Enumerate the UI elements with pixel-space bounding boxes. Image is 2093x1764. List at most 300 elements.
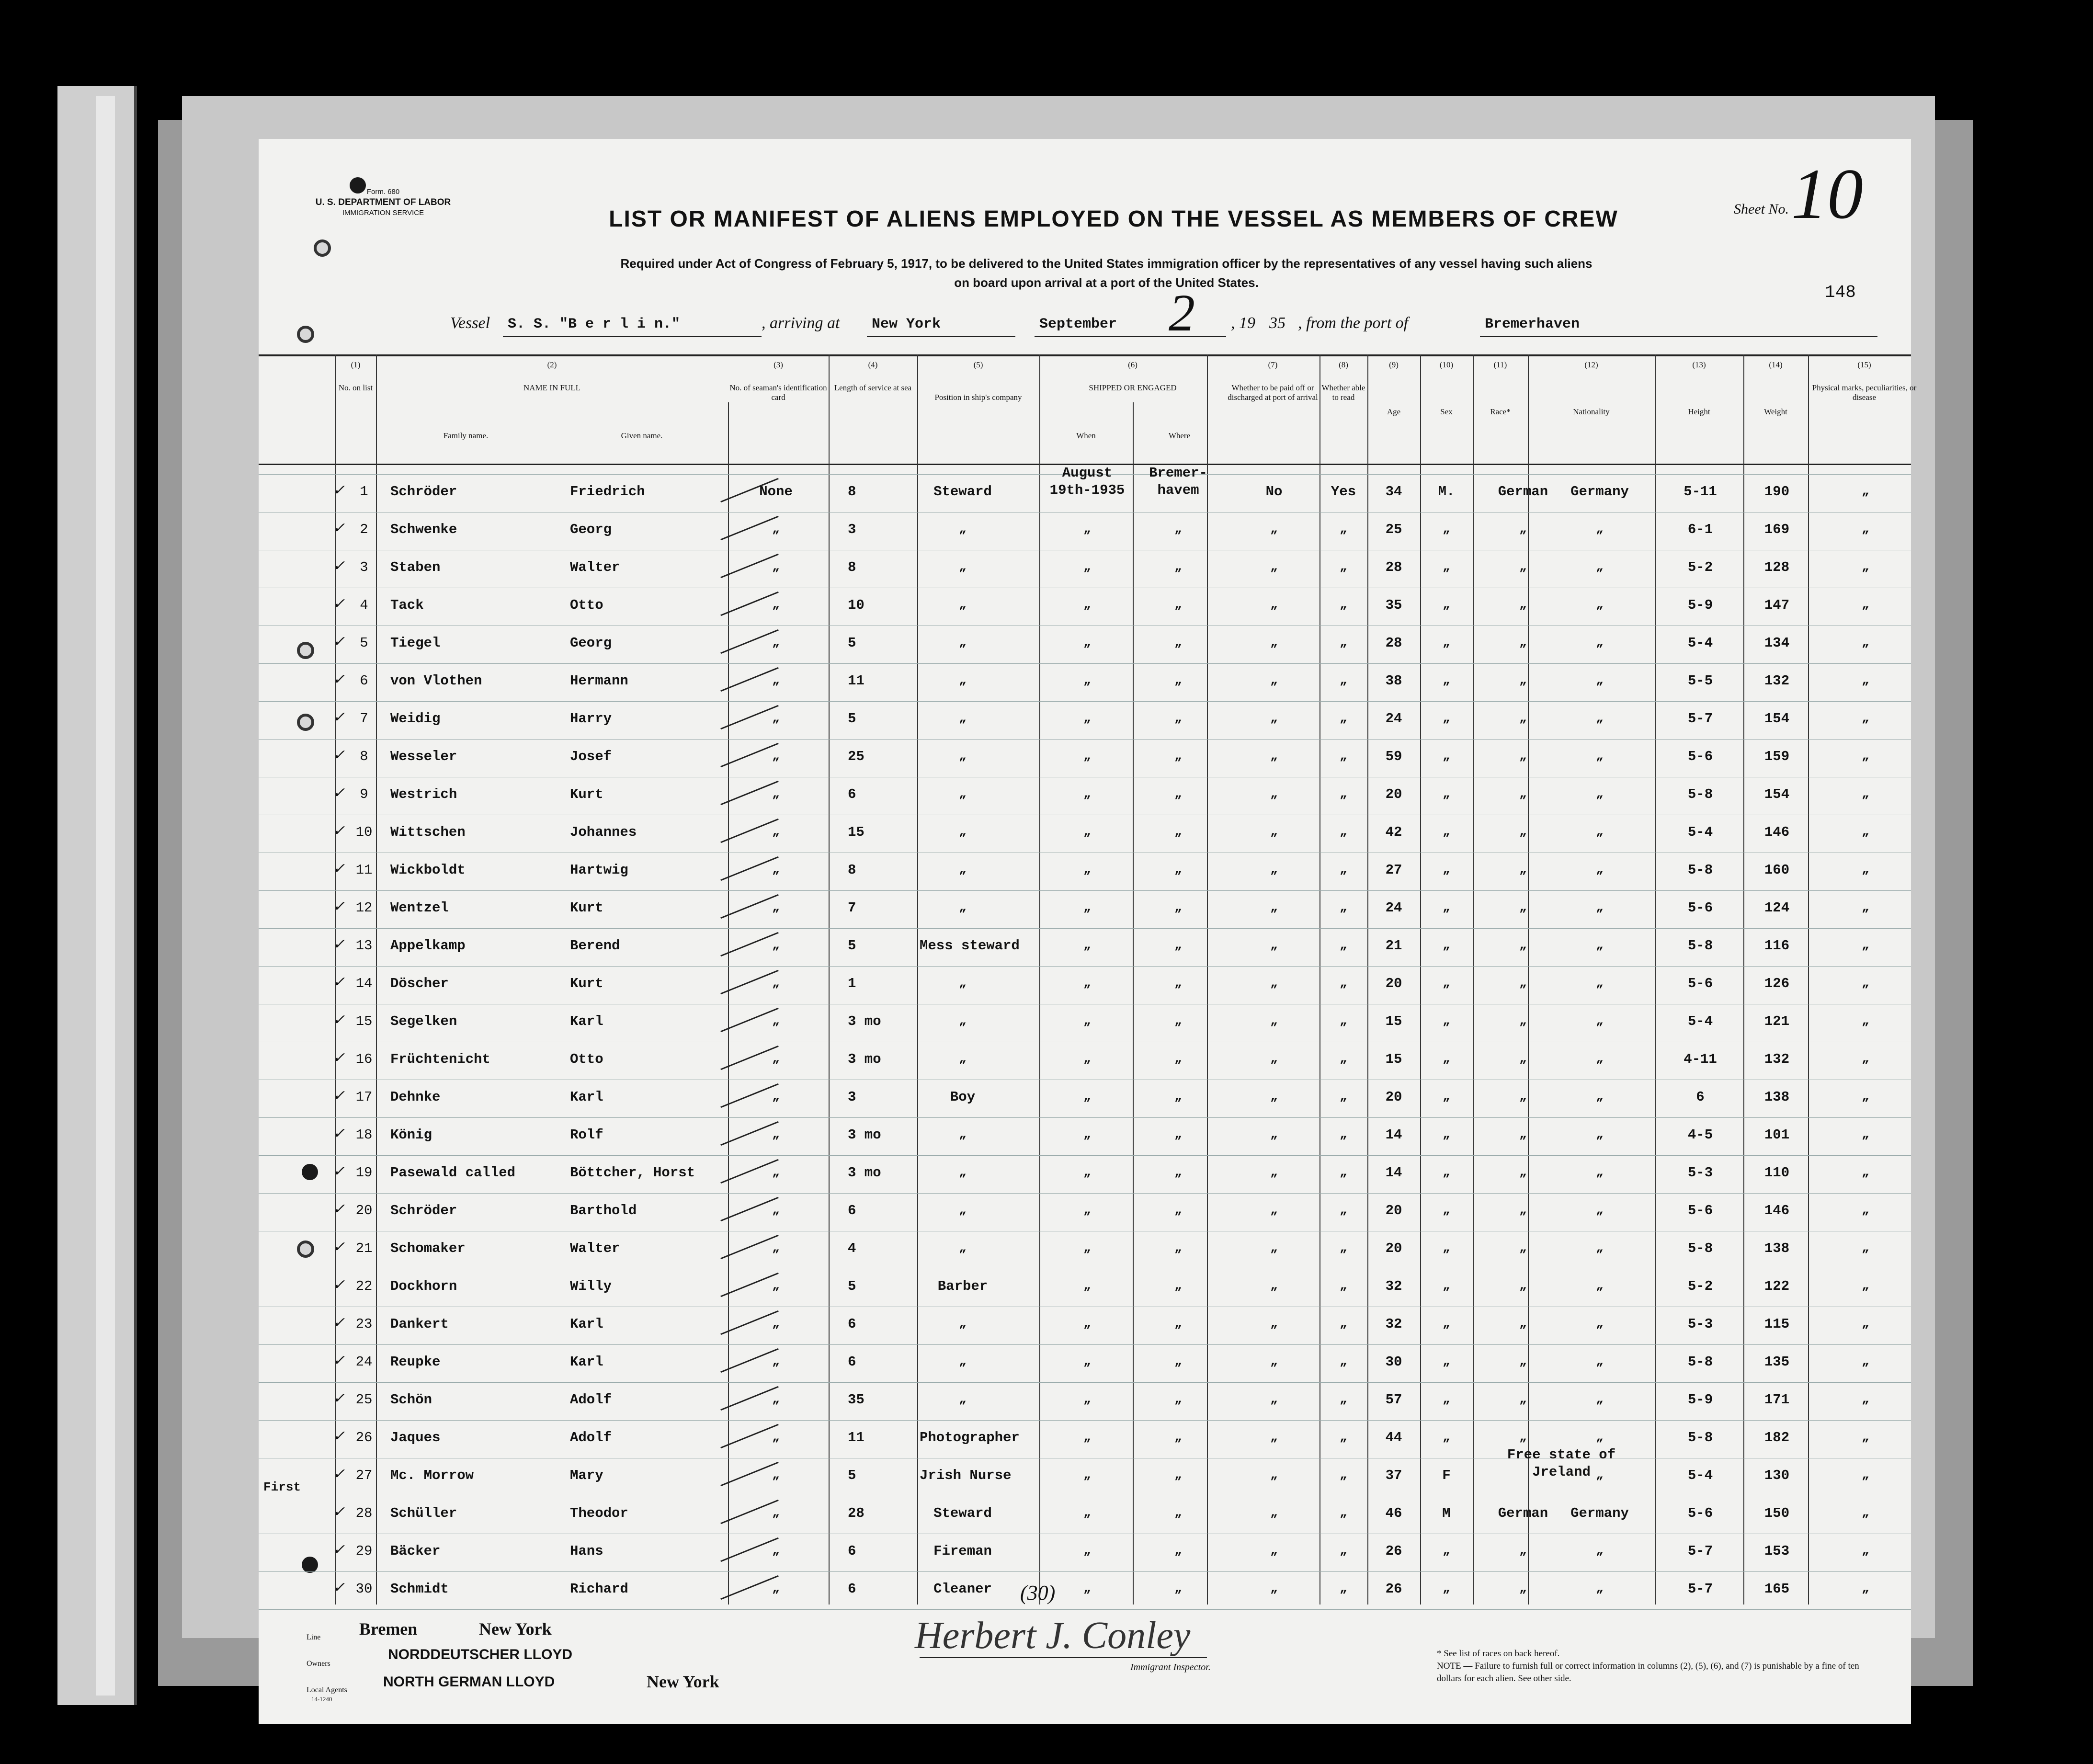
header-family-name: Family name. (443, 431, 489, 440)
row-paid-off: „ (1270, 1127, 1278, 1141)
row-number: 20 (355, 1203, 373, 1218)
row-family-name: Westrich (390, 786, 457, 802)
row-weight: 126 (1764, 976, 1790, 991)
row-given-name: Mary (570, 1468, 603, 1483)
row-length-service: 6 (848, 786, 856, 802)
row-height: 5-7 (1687, 711, 1713, 727)
row-weight: 130 (1764, 1468, 1790, 1483)
row-number: 29 (355, 1543, 373, 1559)
row-paid-off: „ (1270, 824, 1278, 839)
row-check-mark: ✓ (333, 899, 345, 914)
row-given-name: Rolf (570, 1127, 603, 1143)
row-seaman-card: „ (772, 1203, 780, 1217)
row-family-name: Dehnke (390, 1089, 441, 1105)
row-where: „ (1174, 900, 1182, 914)
row-length-service: 5 (848, 938, 856, 954)
row-when: „ (1083, 786, 1091, 801)
row-race: „ (1519, 900, 1527, 914)
row-sex: „ (1443, 559, 1450, 574)
row-check-mark: ✓ (333, 747, 345, 763)
row-age: 32 (1385, 1278, 1402, 1294)
row-position: Fireman (933, 1543, 992, 1559)
arrival-year: 35 (1269, 314, 1285, 332)
row-seaman-card: „ (772, 976, 780, 990)
row-given-name: Kurt (570, 786, 603, 802)
row-length-service: 6 (848, 1581, 856, 1597)
header-where: Where (1168, 431, 1191, 440)
row-given-name: Otto (570, 1051, 603, 1067)
row-when: „ (1083, 1051, 1091, 1066)
row-check-mark: ✓ (333, 1428, 345, 1444)
row-number: 19 (355, 1165, 373, 1181)
row-where: „ (1174, 976, 1182, 990)
row-length-service: 6 (848, 1543, 856, 1559)
sheet-number: 10 (1791, 154, 1863, 234)
row-number: 5 (360, 635, 368, 651)
row-length-service: 11 (848, 1430, 864, 1445)
row-able-read: „ (1340, 1013, 1347, 1028)
row-age: 46 (1385, 1505, 1402, 1521)
owners-value: NORDDEUTSCHER LLOYD (388, 1647, 573, 1662)
row-age: 24 (1385, 711, 1402, 727)
row-given-name: Berend (570, 938, 620, 954)
row-physical-marks: „ (1862, 786, 1869, 801)
row-weight: 101 (1764, 1127, 1790, 1143)
row-seaman-card: „ (772, 749, 780, 763)
row-paid-off: „ (1270, 1089, 1278, 1104)
row-length-service: 4 (848, 1240, 856, 1256)
row-physical-marks: „ (1862, 938, 1869, 952)
row-nationality: „ (1596, 1392, 1604, 1406)
row-family-name: Jaques (390, 1430, 441, 1445)
row-nationality: „ (1596, 711, 1604, 725)
column-number: (3) (774, 360, 783, 369)
row-height: 5-6 (1687, 976, 1713, 991)
column-number: (7) (1268, 360, 1278, 369)
row-check-mark: ✓ (333, 1390, 345, 1406)
row-age: 20 (1385, 1203, 1402, 1218)
row-race: „ (1519, 1240, 1527, 1255)
footer-notes (1437, 1648, 1868, 1685)
row-family-name: Schmidt (390, 1581, 449, 1597)
row-height: 6 (1696, 1089, 1705, 1105)
row-position: Steward (933, 484, 992, 500)
row-length-service: 28 (848, 1505, 864, 1521)
line-value-bremen: Bremen (359, 1619, 418, 1639)
row-where: „ (1174, 711, 1182, 725)
row-able-read: „ (1340, 1392, 1347, 1406)
row-position: „ (959, 976, 967, 990)
arrival-day: 2 (1169, 284, 1195, 342)
row-able-read: „ (1340, 1051, 1347, 1066)
row-where: „ (1174, 1468, 1182, 1482)
row-nationality: „ (1596, 1013, 1604, 1028)
row-weight: 154 (1764, 711, 1790, 727)
row-able-read: „ (1340, 749, 1347, 763)
row-race: „ (1519, 1013, 1527, 1028)
row-length-service: 7 (848, 900, 856, 916)
row-length-service: 5 (848, 1468, 856, 1483)
row-seaman-card: „ (772, 1089, 780, 1104)
row-age: 37 (1385, 1468, 1402, 1483)
row-weight: 121 (1764, 1013, 1790, 1029)
row-height: 5-8 (1687, 1430, 1713, 1445)
row-check-mark: ✓ (333, 596, 345, 612)
row-height: 6-1 (1687, 522, 1713, 537)
row-race: „ (1519, 559, 1527, 574)
row-where: „ (1174, 786, 1182, 801)
row-sex: „ (1443, 1430, 1450, 1444)
row-sex: „ (1443, 1392, 1450, 1406)
row-age: 15 (1385, 1051, 1402, 1067)
header-able-read: Whether able to read (1321, 383, 1365, 402)
row-check-mark: ✓ (333, 709, 345, 725)
header-position: Position in ship's company (934, 393, 1022, 402)
row-race: „ (1519, 1165, 1527, 1179)
row-position: Boy (950, 1089, 976, 1105)
row-number: 28 (355, 1505, 373, 1521)
row-when: „ (1083, 1240, 1091, 1255)
row-sex: „ (1443, 1240, 1450, 1255)
row-seaman-card: „ (772, 824, 780, 839)
row-sex: „ (1443, 1581, 1450, 1595)
row-position: „ (959, 673, 967, 687)
row-height: 5-6 (1687, 900, 1713, 916)
row-age: 15 (1385, 1013, 1402, 1029)
row-sex: „ (1443, 673, 1450, 687)
row-given-name: Karl (570, 1354, 603, 1370)
row-age: 24 (1385, 900, 1402, 916)
header-physical-marks: Physical marks, peculiarities, or disease (1812, 383, 1917, 402)
row-nationality: „ (1596, 1354, 1604, 1368)
row-age: 26 (1385, 1581, 1402, 1597)
row-seaman-card: „ (772, 1013, 780, 1028)
row-weight: 116 (1764, 938, 1790, 954)
sheet-label: Sheet No. (1734, 201, 1789, 217)
row-sex: M. (1438, 484, 1455, 500)
row-race: „ (1519, 597, 1527, 612)
row-paid-off: „ (1270, 749, 1278, 763)
row-number: 3 (360, 559, 368, 575)
row-height: 4-5 (1687, 1127, 1713, 1143)
form-number: Form. 680 (366, 188, 400, 196)
row-height: 5-3 (1687, 1316, 1713, 1332)
row-paid-off: „ (1270, 862, 1278, 876)
row-seaman-card: None (759, 484, 793, 500)
row-race: German (1498, 484, 1548, 500)
row-family-name: Schwenke (390, 522, 457, 537)
row-seaman-card: „ (772, 1505, 780, 1520)
row-nationality: „ (1596, 1240, 1604, 1255)
row-able-read: „ (1340, 1543, 1347, 1558)
row-paid-off: „ (1270, 1278, 1278, 1293)
row-when: „ (1083, 1278, 1091, 1293)
header-sex: Sex (1440, 407, 1453, 416)
row-height: 5-7 (1687, 1581, 1713, 1597)
row-nationality: „ (1596, 1543, 1604, 1558)
row-when: „ (1083, 1089, 1091, 1104)
row-given-name: Karl (570, 1089, 603, 1105)
row-age: 59 (1385, 749, 1402, 764)
row-when: „ (1083, 1468, 1091, 1482)
row-sex: „ (1443, 711, 1450, 725)
row-family-name: Dockhorn (390, 1278, 457, 1294)
row-position: „ (959, 635, 967, 649)
row-check-mark: ✓ (333, 1504, 345, 1520)
row-family-name: Wittschen (390, 824, 466, 840)
row-sex: „ (1443, 635, 1450, 649)
row-weight: 132 (1764, 673, 1790, 689)
row-position: „ (959, 749, 967, 763)
row-check-mark: ✓ (333, 520, 345, 536)
row-position: „ (959, 1316, 967, 1331)
row-given-name: Hans (570, 1543, 603, 1559)
row-where: „ (1174, 559, 1182, 574)
row-where: „ (1174, 1581, 1182, 1595)
row-family-name: Schomaker (390, 1240, 466, 1256)
row-where: „ (1174, 635, 1182, 649)
row-weight: 128 (1764, 559, 1790, 575)
row-height: 5-4 (1687, 635, 1713, 651)
margin-first: First (263, 1480, 301, 1494)
row-seaman-card: „ (772, 1354, 780, 1368)
row-able-read: „ (1340, 1354, 1347, 1368)
row-height: 4-11 (1684, 1051, 1717, 1067)
row-number: 13 (355, 938, 373, 954)
row-height: 5-4 (1687, 824, 1713, 840)
row-physical-marks: „ (1862, 1013, 1869, 1028)
scan-binding-strip (96, 96, 115, 1696)
row-length-service: 6 (848, 1354, 856, 1370)
row-number: 10 (355, 824, 373, 840)
row-position: „ (959, 1203, 967, 1217)
row-able-read: „ (1340, 1089, 1347, 1104)
vessel-label: Vessel (450, 314, 490, 332)
row-race: „ (1519, 1392, 1527, 1406)
row-where: „ (1174, 1430, 1182, 1444)
column-number: (2) (547, 360, 557, 369)
row-seaman-card: „ (772, 1240, 780, 1255)
row-seaman-card: „ (772, 597, 780, 612)
row-number: 25 (355, 1392, 373, 1408)
row-paid-off: „ (1270, 1505, 1278, 1520)
row-nationality: „ (1596, 559, 1604, 574)
row-position: Jrish Nurse (920, 1468, 1012, 1483)
header-weight: Weight (1764, 407, 1787, 416)
row-race: „ (1519, 1354, 1527, 1368)
header-age: Age (1387, 407, 1401, 416)
row-paid-off: „ (1270, 597, 1278, 612)
row-seaman-card: „ (772, 635, 780, 649)
row-age: 57 (1385, 1392, 1402, 1408)
service: IMMIGRATION SERVICE (342, 209, 424, 217)
row-height: 5-6 (1687, 1203, 1713, 1218)
row-family-name: Staben (390, 559, 441, 575)
row-seaman-card: „ (772, 900, 780, 914)
row-paid-off: „ (1270, 938, 1278, 952)
row-length-service: 1 (848, 976, 856, 991)
row-where: „ (1174, 1354, 1182, 1368)
row-position: „ (959, 1127, 967, 1141)
inspector-signature: Herbert J. Conley (915, 1615, 1191, 1657)
year-label: , 19 (1231, 314, 1255, 332)
row-number: 24 (355, 1354, 373, 1370)
row-nationality: „ (1596, 1203, 1604, 1217)
row-where: „ (1174, 1240, 1182, 1255)
header-race: Race* (1490, 407, 1511, 416)
row-family-name: Wentzel (390, 900, 449, 916)
row-number: 16 (355, 1051, 373, 1067)
row-seaman-card: „ (772, 522, 780, 536)
row-check-mark: ✓ (333, 1012, 345, 1028)
row-number: 30 (355, 1581, 373, 1597)
row-able-read: „ (1340, 900, 1347, 914)
row-race: „ (1519, 1089, 1527, 1104)
row-nationality: „ (1596, 673, 1604, 687)
row-position: Mess steward (920, 938, 1020, 954)
row-number: 15 (355, 1013, 373, 1029)
row-sex: „ (1443, 522, 1450, 536)
column-number: (6) (1128, 360, 1138, 369)
row-given-name: Walter (570, 559, 620, 575)
row-sex: „ (1443, 1013, 1450, 1028)
row-paid-off: „ (1270, 976, 1278, 990)
row-when: „ (1083, 824, 1091, 839)
row-age: 20 (1385, 976, 1402, 991)
row-where: „ (1174, 1392, 1182, 1406)
row-nationality: „ (1596, 1430, 1604, 1444)
row-where: „ (1174, 1278, 1182, 1293)
line-label: Line (307, 1633, 321, 1641)
header-nationality: Nationality (1573, 407, 1610, 416)
row-physical-marks: „ (1862, 900, 1869, 914)
row-able-read: „ (1340, 938, 1347, 952)
row-weight: 182 (1764, 1430, 1790, 1445)
column-number: (5) (973, 360, 983, 369)
row-able-read: „ (1340, 1430, 1347, 1444)
row-family-name: Wesseler (390, 749, 457, 764)
row-age: 30 (1385, 1354, 1402, 1370)
row-position: „ (959, 1013, 967, 1028)
row-length-service: 5 (848, 635, 856, 651)
row-given-name: Georg (570, 522, 612, 537)
column-number: (10) (1439, 360, 1454, 369)
row-number: 6 (360, 673, 368, 689)
row-nationality: „ (1596, 1468, 1604, 1482)
row-where: „ (1174, 824, 1182, 839)
row-paid-off: „ (1270, 1581, 1278, 1595)
row-family-name: Schröder (390, 1203, 457, 1218)
row-position: „ (959, 1392, 967, 1406)
row-when: „ (1083, 559, 1091, 574)
row-paid-off: „ (1270, 900, 1278, 914)
row-race: „ (1519, 635, 1527, 649)
from-label: , from the port of (1298, 314, 1409, 332)
row-when: „ (1083, 522, 1091, 536)
row-length-service: 8 (848, 559, 856, 575)
row-weight: 147 (1764, 597, 1790, 613)
row-where: „ (1174, 1051, 1182, 1066)
row-sex: „ (1443, 1165, 1450, 1179)
row-given-name: Hermann (570, 673, 628, 689)
row-able-read: „ (1340, 1127, 1347, 1141)
row-check-mark: ✓ (333, 785, 345, 801)
row-when: „ (1083, 1165, 1091, 1179)
row-given-name: Hartwig (570, 862, 628, 878)
row-position: „ (959, 597, 967, 612)
owners-label: Owners (307, 1660, 330, 1668)
inspector-label: Immigrant Inspector. (1130, 1662, 1211, 1673)
row-position: „ (959, 1051, 967, 1066)
row-race: „ (1519, 1316, 1527, 1331)
agents-code: 14-1240 (311, 1696, 332, 1703)
row-given-name: Karl (570, 1013, 603, 1029)
row-nationality: „ (1596, 976, 1604, 990)
row-weight: 165 (1764, 1581, 1790, 1597)
row-height: 5-8 (1687, 1240, 1713, 1256)
row-given-name: Otto (570, 597, 603, 613)
line-value-new-york: New York (479, 1619, 552, 1639)
row-paid-off: „ (1270, 1430, 1278, 1444)
row-seaman-card: „ (772, 559, 780, 574)
row-age: 42 (1385, 824, 1402, 840)
row-nationality: „ (1596, 1278, 1604, 1293)
row-check-mark: ✓ (333, 1163, 345, 1179)
row-race: „ (1519, 786, 1527, 801)
row-age: 27 (1385, 862, 1402, 878)
row-physical-marks: „ (1862, 1392, 1869, 1406)
row-weight: 169 (1764, 522, 1790, 537)
row-age: 44 (1385, 1430, 1402, 1445)
row-given-name: Kurt (570, 900, 603, 916)
row-paid-off: „ (1270, 786, 1278, 801)
row-when: „ (1083, 1392, 1091, 1406)
row-paid-off: „ (1270, 1468, 1278, 1482)
row-when: „ (1083, 635, 1091, 649)
row-number: 7 (360, 711, 368, 727)
row-height: 5-8 (1687, 938, 1713, 954)
row-family-name: Döscher (390, 976, 449, 991)
stamp-number: 148 (1825, 283, 1856, 302)
header-given-name: Given name. (621, 431, 663, 440)
row-nationality: „ (1596, 522, 1604, 536)
row-able-read: „ (1340, 1278, 1347, 1293)
row-family-name: Appelkamp (390, 938, 466, 954)
row-age: 34 (1385, 484, 1402, 500)
row-when: „ (1083, 1013, 1091, 1028)
row-physical-marks: „ (1862, 1278, 1869, 1293)
column-number: (14) (1769, 360, 1783, 369)
row-race: „ (1519, 1278, 1527, 1293)
port-of-departure: Bremerhaven (1485, 316, 1580, 332)
row-seaman-card: „ (772, 1316, 780, 1331)
total-count: (30) (1020, 1581, 1056, 1605)
row-check-mark: ✓ (333, 823, 345, 839)
row-race: German (1498, 1505, 1548, 1521)
row-weight: 154 (1764, 786, 1790, 802)
row-position: „ (959, 1240, 967, 1255)
row-length-service: 3 (848, 522, 856, 537)
row-when: „ (1083, 1203, 1091, 1217)
header-name-in-full: NAME IN FULL (523, 383, 580, 392)
signature-line (920, 1657, 1207, 1658)
row-nationality: „ (1596, 1051, 1604, 1066)
row-where: „ (1174, 1013, 1182, 1028)
header-shipped-engaged: SHIPPED OR ENGAGED (1089, 383, 1177, 392)
row-able-read: „ (1340, 976, 1347, 990)
note-races: * See list of races on back hereof. (1437, 1649, 1560, 1659)
row-nationality: „ (1596, 749, 1604, 763)
